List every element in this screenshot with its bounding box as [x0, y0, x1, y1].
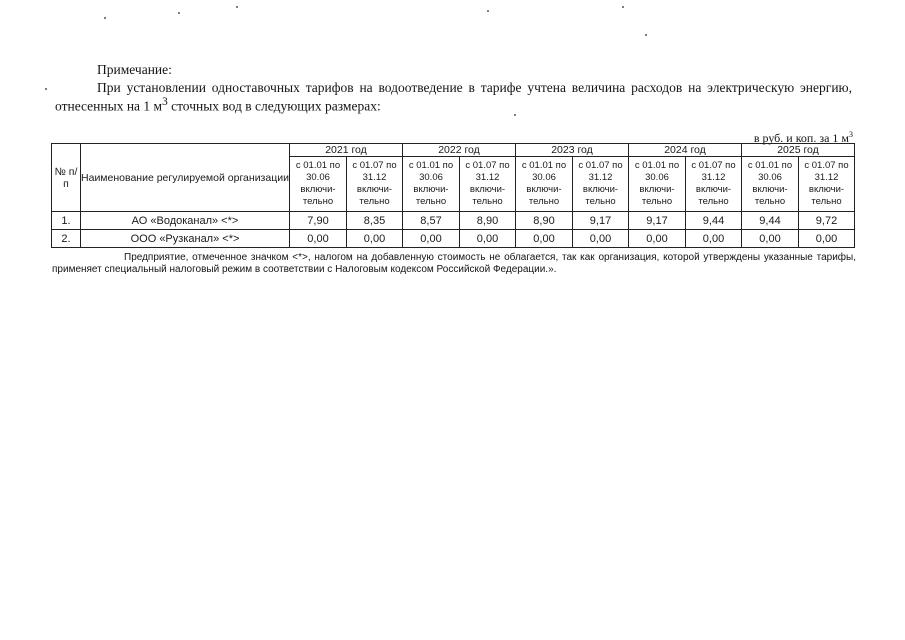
tariff-table	[51, 143, 855, 248]
period-header-second-half: с 01.07 по 31.12 включи-тельно	[686, 157, 742, 212]
scan-speck	[622, 6, 624, 8]
organization-column-header: Наименование регулируемой организации	[81, 144, 290, 212]
scan-speck	[514, 114, 516, 116]
tariff-value: 0,00	[516, 230, 573, 248]
year-header: 2021 год	[290, 144, 403, 157]
year-header: 2022 год	[403, 144, 516, 157]
period-header-first-half: с 01.01 по 30.06 включи-тельно	[290, 157, 347, 212]
vat-footnote: Предприятие, отмеченное значком <*>, налогом на добавленную стоимость не облагается, так как организация, которой утверждены указанные тарифы, применяет специальный налоговый режим в соответствии с Налоговым кодексом Российской Федерации.».	[52, 252, 856, 275]
tariff-value: 0,00	[460, 230, 516, 248]
period-header-second-half: с 01.07 по 31.12 включи-тельно	[460, 157, 516, 212]
tariff-value: 9,44	[686, 212, 742, 230]
tariff-value: 0,00	[573, 230, 629, 248]
scan-speck	[236, 6, 238, 8]
number-column-header: № п/п	[52, 144, 81, 212]
scan-speck	[45, 88, 47, 90]
tariff-value: 0,00	[403, 230, 460, 248]
tariff-value: 0,00	[799, 230, 855, 248]
year-header: 2024 год	[629, 144, 742, 157]
scan-speck	[104, 17, 106, 19]
units-superscript: 3	[849, 130, 853, 139]
note-paragraph-superscript: 3	[162, 96, 168, 108]
tariff-value: 0,00	[629, 230, 686, 248]
period-header-first-half: с 01.01 по 30.06 включи-тельно	[403, 157, 460, 212]
tariff-value: 9,72	[799, 212, 855, 230]
tariff-value: 8,57	[403, 212, 460, 230]
tariff-value: 8,35	[347, 212, 403, 230]
tariff-value: 8,90	[460, 212, 516, 230]
scan-speck	[645, 34, 647, 36]
tariff-value: 0,00	[347, 230, 403, 248]
period-header-second-half: с 01.07 по 31.12 включи-тельно	[799, 157, 855, 212]
period-header-first-half: с 01.01 по 30.06 включи-тельно	[742, 157, 799, 212]
organization-name: ООО «Рузканал» <*>	[81, 230, 290, 248]
year-header: 2025 год	[742, 144, 855, 157]
tariff-value: 7,90	[290, 212, 347, 230]
tariff-value: 9,17	[629, 212, 686, 230]
table-row	[52, 230, 855, 248]
tariff-value: 0,00	[290, 230, 347, 248]
period-header-second-half: с 01.07 по 31.12 включи-тельно	[347, 157, 403, 212]
table-row	[52, 212, 855, 230]
organization-name: АО «Водоканал» <*>	[81, 212, 290, 230]
note-heading: Примечание:	[97, 62, 172, 77]
period-header-first-half: с 01.01 по 30.06 включи-тельно	[629, 157, 686, 212]
note-paragraph-end: сточных вод в следующих размерах:	[167, 98, 381, 114]
period-header-second-half: с 01.07 по 31.12 включи-тельно	[573, 157, 629, 212]
scan-speck	[487, 10, 489, 12]
tariff-value: 8,90	[516, 212, 573, 230]
tariff-value: 9,17	[573, 212, 629, 230]
tariff-value: 9,44	[742, 212, 799, 230]
row-number: 1.	[52, 212, 81, 230]
row-number: 2.	[52, 230, 81, 248]
year-header-row	[52, 144, 855, 157]
scan-speck	[178, 12, 180, 14]
note-paragraph-main: При установлении одноставочных тарифов на водоотведение в тарифе учтена величина расходов на электрическую энергию, отнесенных на 1 м	[55, 80, 852, 114]
tariff-value: 0,00	[686, 230, 742, 248]
note-paragraph	[55, 80, 852, 114]
tariff-value: 0,00	[742, 230, 799, 248]
period-header-first-half: с 01.01 по 30.06 включи-тельно	[516, 157, 573, 212]
year-header: 2023 год	[516, 144, 629, 157]
units-text: в руб. и коп. за 1 м	[753, 131, 849, 145]
